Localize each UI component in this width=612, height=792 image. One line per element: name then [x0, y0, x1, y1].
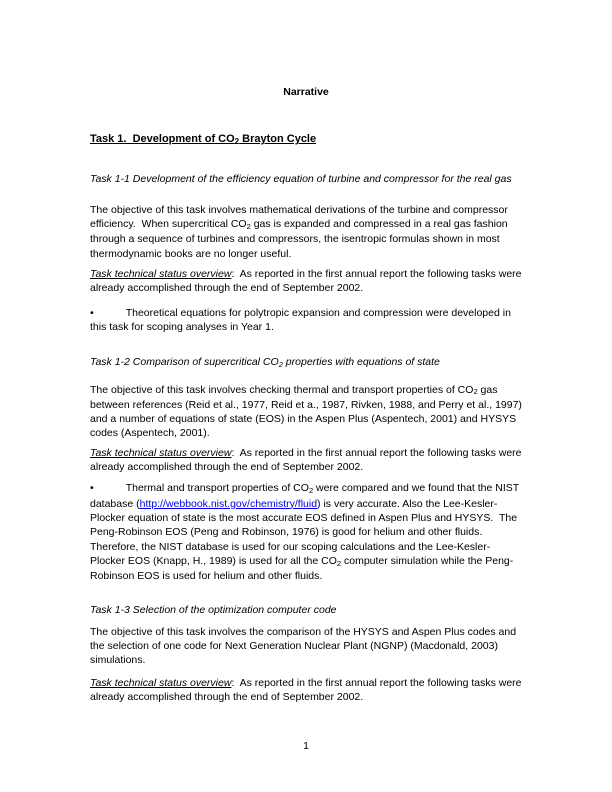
task1-1-objective-paragraph: The objective of this task involves mathematical derivations of the turbine and compressor efficiency. When supercritical CO2 gas is expanded and compressed in a real gas fashion through a sequence of turbines and compressors, the isentropic formulas shown in most thermodynamic books are no longer useful.	[90, 203, 511, 260]
task1-heading: Task 1. Development of CO2 Brayton Cycle	[90, 133, 317, 147]
page-number: 1	[303, 740, 309, 752]
task1-2-objective-paragraph: The objective of this task involves checking thermal and transport properties of CO2 gas between references (Reid et al., 1977, Reid et a., 1987, Rivken, 1988, and Perry et al., 1997) and a number of equations of state (EOS) in the Aspen Plus (Aspentech, 2001) and HYSYS codes (Aspentech, 2001).	[90, 383, 525, 440]
task1-1-subheading: Task 1-1 Development of the efficiency equation of turbine and compressor for the real gas	[90, 172, 512, 185]
task1-2-status-paragraph: Task technical status overview: As reported in the first annual report the following tasks were already accomplished through the end of September 2002.	[90, 446, 525, 474]
task1-3-status-paragraph: Task technical status overview: As reported in the first annual report the following tasks were already accomplished through the end of September 2002.	[90, 676, 525, 703]
bullet-marker: •	[90, 306, 94, 319]
bullet-marker: •	[90, 482, 94, 495]
task1-2-subheading: Task 1-2 Comparison of supercritical CO2 properties with equations of state	[90, 356, 440, 370]
task1-3-objective-paragraph: The objective of this task involves the comparison of the HYSYS and Aspen Plus codes and the selection of one code for Next Generation Nuclear Plant (NGNP) (Macdonald, 2003) simulations.	[90, 625, 519, 667]
page-title: Narrative	[283, 86, 329, 98]
nist-webbook-link[interactable]: http://webbook.nist.gov/chemistry/fluid	[139, 497, 318, 510]
task1-3-subheading: Task 1-3 Selection of the optimization computer code	[90, 604, 337, 617]
task1-1-status-paragraph: Task technical status overview: As reported in the first annual report the following tasks were already accomplished through the end of September 2002.	[90, 268, 525, 295]
task1-2-bullet-item: • Thermal and transport properties of CO2 were compared and we found that the NIST database (http://webbook.nist.gov/chemistry/fluid) is very accurate. Also the Lee-Kesler-Plocker equation of state is the most accurate EOS defined in Aspen Plus and HYSYS. The Peng-Robinson EOS (Peng and Robinson, 1976) is good for helium and other fluids. Therefore, the NIST database is used for our scoping calculations and the Lee-Kesler-Plocker EOS (Knapp, H., 1989) is used for all the CO2 computer simulation while the Peng-Robinson EOS is used for helium and other fluids.	[90, 482, 522, 583]
task1-1-bullet-item: • Theoretical equations for polytropic expansion and compression were developed in this task for scoping analyses in Year 1.	[90, 306, 514, 333]
